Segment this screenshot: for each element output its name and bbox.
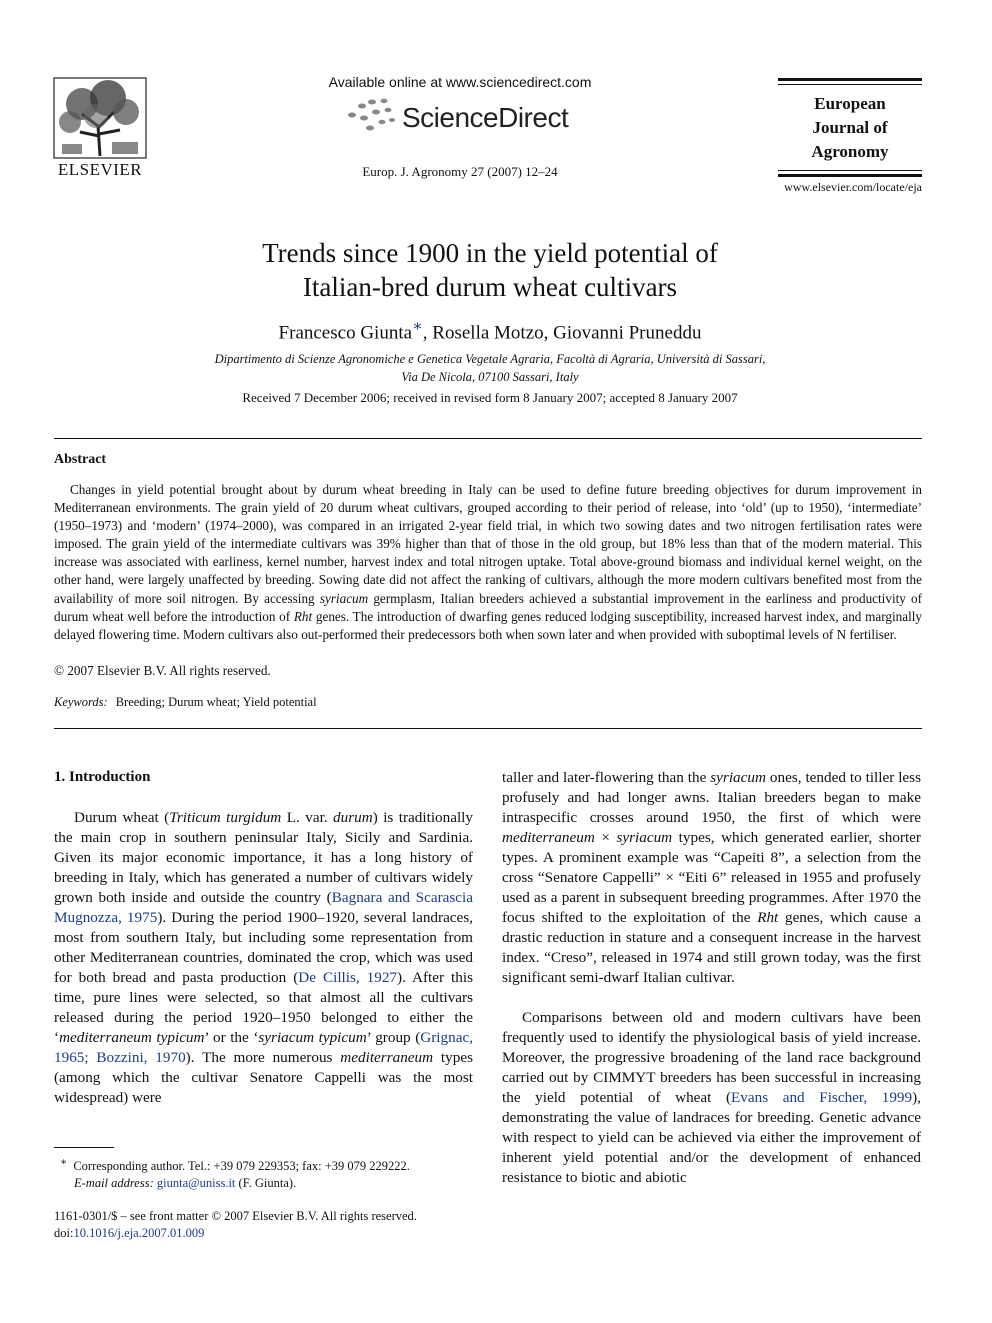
author-name: Rosella Motzo (432, 322, 544, 344)
sciencedirect-dots-icon (342, 96, 398, 136)
abstract-text: Changes in yield potential brought about by durum wheat breeding in Italy can be used to define future breeding objectives for durum improvement in Mediterranean environments. The grain yield of 20 durum wheat cultivars, grouped according to their period of release, into ‘old’ (up to 1950), ‘intermediate’ (1950–1973) and ‘modern’ (1974–2000), was compared in an irrigated 2-year field trial, in which two sowing dates and two nitrogen fertilisation rates were imposed. The grain yield of the intermediate cultivars was 39% higher than that of those in the old group, but 18% less than that of the modern material. This increase was associated with earliness, kernel number, harvest index and total nitrogen uptake. Total above-ground biomass and individual kernel weight, on the other hand, were largely unaffected by breeding. Sowing date did not affect the ranking of cultivars, although the more modern cultivars benefited most from the availability of more soil nitrogen. By accessing syriacum germplasm, Italian breeders achieved a substantial improvement in the earliness and productivity of durum wheat well before the introduction of Rht genes. The introduction of dwarfing genes reduced lodging susceptibility, increased harvest index, and marginally delayed flowering time. Modern cultivars also out-performed their predecessors both when sown later and when provided with suboptimal levels of N fertiliser. (54, 482, 923, 642)
article-title: Trends since 1900 in the yield potential of Italian-bred durum wheat cultivars (262, 238, 718, 302)
footnote: ∗ Corresponding author. Tel.: +39 079 229353; fax: +39 079 229222. E-mail address: giunta@uniss.it (F. Giunta). (60, 1157, 410, 1191)
issn-line: 1161-0301/$ – see front matter © 2007 Elsevier B.V. All rights reserved. doi:10.1016/j.eja.2007.01.009 (54, 1209, 417, 1240)
keywords-list: Breeding; Durum wheat; Yield potential (115, 695, 317, 709)
author-list: Francesco Giunta∗, Rosella Motzo, Giovanni Pruneddu (278, 318, 702, 344)
keywords-label: Keywords: (54, 695, 108, 709)
corresponding-author-mark[interactable]: ∗ (412, 318, 423, 335)
reference-link[interactable]: Grignac, 1965; Bozzini, 1970 (54, 1029, 473, 1066)
journal-citation: Europ. J. Agronomy 27 (2007) 12–24 (362, 164, 558, 179)
doi-link[interactable]: 10.1016/j.eja.2007.01.009 (73, 1226, 205, 1240)
reference-link[interactable]: Evans and Fischer, 1999 (731, 1089, 913, 1106)
available-online[interactable]: Available online at www.sciencedirect.com (328, 74, 592, 90)
received-dates: Received 7 December 2006; received in revised form 8 January 2007; accepted 8 January 2007 (242, 390, 738, 405)
journal-url[interactable]: www.elsevier.com/locate/eja (784, 180, 922, 194)
section-heading: 1. Introduction (54, 769, 151, 785)
intro-paragraph: Durum wheat (Triticum turgidum L. var. durum) is traditionally the main crop in southern peninsular Italy, Sicily and Sardinia. Given its major economic importance, it has a long history of breeding in Italy, which has generated a number of cultivars widely grown both inside and outside the country (Bagnara and Scarascia Mugnozza, 1975). During the period 1900–1920, several landraces, most from southern Italy, but including some representation from other Mediterranean countries, dominated the crop, which was used for both bread and pasta production (De Cillis, 1927). After this time, pure lines were selected, so that almost all the cultivars released during the period 1920–1950 belonged to either the ‘mediterraneum typicum’ or the ‘syriacum typicum’ group (Grignac, 1965; Bozzini, 1970). The more numerous mediterraneum types (among which the cultivar Senatore Cappelli was the most widespread) were (54, 809, 474, 1106)
reference-link[interactable]: Bagnara and Scarascia Mugnozza, 1975 (54, 889, 474, 926)
intro-paragraph: Comparisons between old and modern cultivars have been frequently used to identify the physiological basis of yield increase. Moreover, the progressive broadening of the land race background carried out by CIMMYT breeders has been successful in increasing the yield potential of wheat (Evans and Fischer, 1999), demonstrating the value of landraces for breeding. Genetic advance with respect to yield can be achieved via either the improvement of inherent yield potential and/or the development of enhanced resistance to biotic and abiotic (502, 1009, 921, 1186)
abstract-heading: Abstract (54, 452, 107, 467)
affiliation: Dipartimento di Scienze Agronomiche e Genetica Vegetale Agraria, Facoltà di Agraria, Università di Sassari, Via De Nicola, 07100 Sassari, Italy (214, 352, 766, 384)
journal-masthead (778, 78, 922, 178)
footnote-divider (54, 1147, 114, 1148)
abstract-copyright: © 2007 Elsevier B.V. All rights reserved. (54, 663, 271, 678)
reference-link[interactable]: De Cillis, 1927 (298, 969, 398, 986)
publisher-name: ELSEVIER (57, 160, 143, 179)
journal-title: European Journal of Agronomy (811, 94, 889, 161)
intro-paragraph-continued: taller and later-flowering than the syriacum ones, tended to tiller less profusely and had longer awns. Italian breeders began to make intraspecific crosses around 1950, the first of which were mediterraneum × syriacum types, which generated earlier, shorter types. A prominent example was “Capeiti 8”, a selection from the cross “Senatore Cappelli” × “Eiti 6” released in 1955 and profusely used as a parent in subsequent breeding programmes. After 1970 the focus shifted to the exploitation of the Rht genes, which cause a drastic reduction in stature and a consequent increase in the harvest index. “Creso”, released in 1974 and still grown today, was the first significant semi-dwarf Italian cultivar. (502, 769, 921, 986)
divider (54, 728, 922, 729)
elsevier-tree-icon (52, 76, 148, 160)
email-link[interactable]: giunta@uniss.it (156, 1176, 236, 1191)
divider (54, 438, 922, 439)
keywords (54, 695, 317, 710)
sciencedirect-logo[interactable]: ScienceDirect (402, 102, 569, 133)
author-name: Francesco Giunta (278, 322, 413, 344)
email-label: E-mail address: (74, 1176, 154, 1191)
author-name: Giovanni Pruneddu (553, 322, 702, 344)
